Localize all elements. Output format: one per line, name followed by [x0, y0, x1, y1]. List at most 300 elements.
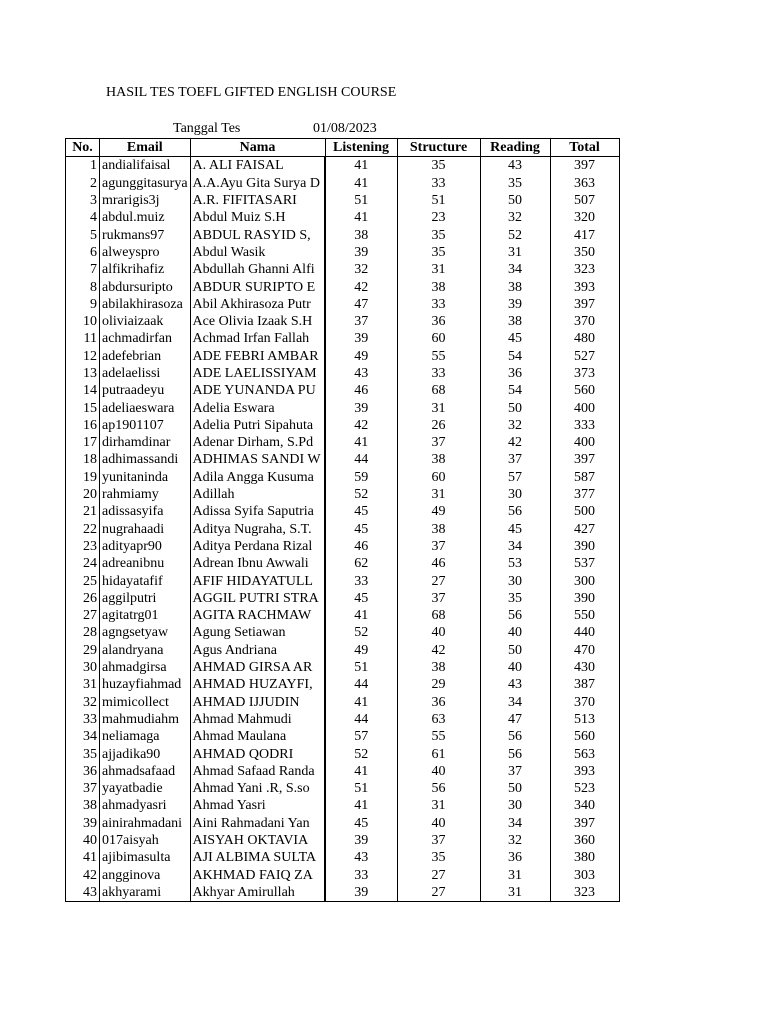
cell-nama: Abdul Wasik [190, 244, 325, 261]
cell-structure: 49 [397, 503, 480, 520]
cell-reading: 54 [480, 348, 550, 365]
table-row [66, 417, 620, 434]
cell-listening: 51 [325, 659, 397, 676]
column-header-structure: Structure [397, 139, 480, 157]
cell-nama: AHMAD GIRSA AR [190, 659, 325, 676]
cell-nama: A. ALI FAISAL [190, 157, 325, 175]
cell-nama: Abil Akhirasoza Putr [190, 296, 325, 313]
cell-listening: 47 [325, 296, 397, 313]
cell-listening: 51 [325, 780, 397, 797]
cell-listening: 39 [325, 884, 397, 902]
cell-total: 370 [550, 694, 619, 711]
cell-listening: 43 [325, 365, 397, 382]
cell-total: 523 [550, 780, 619, 797]
cell-email: mimicollect [100, 694, 191, 711]
cell-no: 24 [66, 555, 100, 572]
table-row [66, 226, 620, 243]
cell-email: abilakhirasoza [100, 296, 191, 313]
cell-nama: Ahmad Safaad Randa [190, 763, 325, 780]
cell-reading: 54 [480, 382, 550, 399]
cell-email: ajibimasulta [100, 849, 191, 866]
cell-email: putraadeyu [100, 382, 191, 399]
cell-listening: 45 [325, 815, 397, 832]
cell-reading: 38 [480, 278, 550, 295]
cell-listening: 43 [325, 849, 397, 866]
cell-total: 587 [550, 469, 619, 486]
table-row [66, 763, 620, 780]
cell-structure: 68 [397, 382, 480, 399]
cell-nama: Aditya Perdana Rizal [190, 538, 325, 555]
cell-no: 14 [66, 382, 100, 399]
cell-email: yayatbadie [100, 780, 191, 797]
cell-listening: 44 [325, 711, 397, 728]
cell-reading: 45 [480, 330, 550, 347]
cell-total: 363 [550, 175, 619, 192]
cell-listening: 45 [325, 503, 397, 520]
cell-no: 27 [66, 607, 100, 624]
cell-structure: 31 [397, 797, 480, 814]
table-row [66, 209, 620, 226]
cell-nama: Achmad Irfan Fallah [190, 330, 325, 347]
cell-reading: 43 [480, 157, 550, 175]
cell-email: mahmudiahm [100, 711, 191, 728]
cell-nama: AKHMAD FAIQ ZA [190, 866, 325, 883]
table-row [66, 745, 620, 762]
cell-nama: Agus Andriana [190, 642, 325, 659]
column-header-no: No. [66, 139, 100, 157]
cell-total: 300 [550, 572, 619, 589]
cell-reading: 37 [480, 763, 550, 780]
column-header-total: Total [550, 139, 619, 157]
cell-total: 397 [550, 815, 619, 832]
cell-structure: 51 [397, 192, 480, 209]
cell-nama: ADE YUNANDA PU [190, 382, 325, 399]
cell-no: 38 [66, 797, 100, 814]
table-row [66, 434, 620, 451]
cell-structure: 27 [397, 866, 480, 883]
cell-no: 7 [66, 261, 100, 278]
cell-structure: 60 [397, 469, 480, 486]
column-header-reading: Reading [480, 139, 550, 157]
cell-total: 323 [550, 261, 619, 278]
cell-reading: 32 [480, 209, 550, 226]
cell-email: adefebrian [100, 348, 191, 365]
cell-email: ahmadsafaad [100, 763, 191, 780]
cell-nama: ADE FEBRI AMBAR [190, 348, 325, 365]
cell-reading: 40 [480, 624, 550, 641]
cell-nama: Ahmad Maulana [190, 728, 325, 745]
cell-structure: 23 [397, 209, 480, 226]
table-row [66, 884, 620, 902]
cell-email: rukmans97 [100, 226, 191, 243]
cell-no: 25 [66, 572, 100, 589]
cell-reading: 31 [480, 866, 550, 883]
cell-total: 340 [550, 797, 619, 814]
cell-total: 470 [550, 642, 619, 659]
cell-no: 23 [66, 538, 100, 555]
cell-listening: 45 [325, 521, 397, 538]
table-row [66, 278, 620, 295]
cell-listening: 59 [325, 469, 397, 486]
cell-nama: ABDUR SURIPTO E [190, 278, 325, 295]
table-row [66, 157, 620, 175]
cell-total: 370 [550, 313, 619, 330]
cell-no: 22 [66, 521, 100, 538]
cell-email: yunitaninda [100, 469, 191, 486]
cell-nama: Adenar Dirham, S.Pd [190, 434, 325, 451]
cell-listening: 41 [325, 209, 397, 226]
cell-listening: 32 [325, 261, 397, 278]
cell-structure: 36 [397, 313, 480, 330]
cell-no: 8 [66, 278, 100, 295]
column-header-email: Email [100, 139, 191, 157]
cell-email: ahmadgirsa [100, 659, 191, 676]
cell-structure: 37 [397, 590, 480, 607]
cell-listening: 39 [325, 399, 397, 416]
table-row [66, 815, 620, 832]
cell-no: 18 [66, 451, 100, 468]
cell-email: huzayfiahmad [100, 676, 191, 693]
cell-email: abdul.muiz [100, 209, 191, 226]
cell-no: 2 [66, 175, 100, 192]
table-row [66, 607, 620, 624]
table-row [66, 780, 620, 797]
column-header-nama: Nama [190, 139, 325, 157]
cell-structure: 31 [397, 261, 480, 278]
cell-total: 513 [550, 711, 619, 728]
table-row [66, 624, 620, 641]
cell-listening: 41 [325, 797, 397, 814]
table-row [66, 175, 620, 192]
cell-total: 560 [550, 728, 619, 745]
cell-structure: 56 [397, 780, 480, 797]
cell-reading: 50 [480, 399, 550, 416]
table-row [66, 244, 620, 261]
cell-no: 3 [66, 192, 100, 209]
cell-listening: 57 [325, 728, 397, 745]
cell-reading: 38 [480, 313, 550, 330]
cell-nama: ADE LAELISSIYAM [190, 365, 325, 382]
cell-no: 39 [66, 815, 100, 832]
cell-structure: 33 [397, 296, 480, 313]
cell-email: ap1901107 [100, 417, 191, 434]
table-row [66, 365, 620, 382]
cell-listening: 46 [325, 538, 397, 555]
cell-reading: 57 [480, 469, 550, 486]
cell-no: 36 [66, 763, 100, 780]
cell-structure: 26 [397, 417, 480, 434]
cell-email: agngsetyaw [100, 624, 191, 641]
cell-reading: 36 [480, 849, 550, 866]
table-row [66, 348, 620, 365]
cell-no: 28 [66, 624, 100, 641]
cell-no: 1 [66, 157, 100, 175]
cell-structure: 31 [397, 399, 480, 416]
cell-email: adelaelissi [100, 365, 191, 382]
cell-structure: 35 [397, 849, 480, 866]
cell-reading: 34 [480, 815, 550, 832]
cell-nama: AISYAH OKTAVIA [190, 832, 325, 849]
cell-no: 15 [66, 399, 100, 416]
cell-listening: 49 [325, 642, 397, 659]
cell-email: rahmiamy [100, 486, 191, 503]
cell-structure: 37 [397, 538, 480, 555]
cell-no: 40 [66, 832, 100, 849]
score-table [65, 138, 620, 902]
table-row [66, 382, 620, 399]
header-row [66, 139, 620, 157]
cell-email: nugrahaadi [100, 521, 191, 538]
cell-reading: 34 [480, 694, 550, 711]
cell-no: 9 [66, 296, 100, 313]
table-row [66, 261, 620, 278]
cell-email: akhyarami [100, 884, 191, 902]
cell-structure: 29 [397, 676, 480, 693]
cell-reading: 50 [480, 642, 550, 659]
cell-listening: 33 [325, 572, 397, 589]
cell-nama: Akhyar Amirullah [190, 884, 325, 902]
cell-reading: 56 [480, 745, 550, 762]
cell-total: 537 [550, 555, 619, 572]
table-row [66, 469, 620, 486]
cell-reading: 36 [480, 365, 550, 382]
cell-listening: 42 [325, 417, 397, 434]
cell-email: agunggitasurya [100, 175, 191, 192]
cell-reading: 37 [480, 451, 550, 468]
cell-structure: 27 [397, 572, 480, 589]
cell-listening: 41 [325, 607, 397, 624]
cell-listening: 41 [325, 157, 397, 175]
cell-nama: A.A.Ayu Gita Surya D [190, 175, 325, 192]
cell-reading: 30 [480, 797, 550, 814]
cell-nama: ADHIMAS SANDI W [190, 451, 325, 468]
cell-listening: 39 [325, 832, 397, 849]
cell-structure: 27 [397, 884, 480, 902]
cell-listening: 52 [325, 624, 397, 641]
table-row [66, 832, 620, 849]
cell-listening: 37 [325, 313, 397, 330]
cell-no: 41 [66, 849, 100, 866]
cell-no: 10 [66, 313, 100, 330]
cell-total: 380 [550, 849, 619, 866]
cell-email: adhimassandi [100, 451, 191, 468]
cell-total: 393 [550, 763, 619, 780]
cell-no: 21 [66, 503, 100, 520]
cell-listening: 62 [325, 555, 397, 572]
cell-listening: 52 [325, 745, 397, 762]
cell-reading: 52 [480, 226, 550, 243]
cell-no: 43 [66, 884, 100, 902]
cell-structure: 60 [397, 330, 480, 347]
cell-email: alweyspro [100, 244, 191, 261]
cell-total: 427 [550, 521, 619, 538]
cell-no: 20 [66, 486, 100, 503]
cell-total: 387 [550, 676, 619, 693]
cell-structure: 46 [397, 555, 480, 572]
cell-reading: 50 [480, 192, 550, 209]
table-row [66, 538, 620, 555]
cell-total: 507 [550, 192, 619, 209]
cell-reading: 31 [480, 884, 550, 902]
cell-no: 13 [66, 365, 100, 382]
cell-reading: 56 [480, 728, 550, 745]
cell-listening: 44 [325, 451, 397, 468]
cell-total: 560 [550, 382, 619, 399]
document-title: HASIL TES TOEFL GIFTED ENGLISH COURSE [106, 85, 397, 100]
cell-structure: 38 [397, 659, 480, 676]
cell-total: 303 [550, 866, 619, 883]
cell-structure: 33 [397, 175, 480, 192]
table-row [66, 486, 620, 503]
table-row [66, 192, 620, 209]
cell-nama: Agung Setiawan [190, 624, 325, 641]
cell-email: adissasyifa [100, 503, 191, 520]
cell-nama: AHMAD IJJUDIN [190, 694, 325, 711]
cell-listening: 39 [325, 330, 397, 347]
cell-listening: 49 [325, 348, 397, 365]
cell-total: 350 [550, 244, 619, 261]
table-row [66, 711, 620, 728]
cell-listening: 41 [325, 175, 397, 192]
cell-email: adeliaeswara [100, 399, 191, 416]
test-date-value: 01/08/2023 [313, 121, 377, 136]
cell-email: angginova [100, 866, 191, 883]
cell-total: 333 [550, 417, 619, 434]
cell-no: 19 [66, 469, 100, 486]
cell-nama: Adrean Ibnu Awwali [190, 555, 325, 572]
cell-structure: 35 [397, 157, 480, 175]
cell-nama: Ahmad Yani .R, S.so [190, 780, 325, 797]
cell-nama: Ace Olivia Izaak S.H [190, 313, 325, 330]
cell-nama: Abdul Muiz S.H [190, 209, 325, 226]
cell-nama: AGITA RACHMAW [190, 607, 325, 624]
cell-nama: Adissa Syifa Saputria [190, 503, 325, 520]
table-row [66, 849, 620, 866]
table-row [66, 866, 620, 883]
table-row [66, 521, 620, 538]
cell-email: hidayatafif [100, 572, 191, 589]
cell-no: 34 [66, 728, 100, 745]
cell-email: oliviaizaak [100, 313, 191, 330]
cell-no: 11 [66, 330, 100, 347]
cell-structure: 63 [397, 711, 480, 728]
cell-structure: 40 [397, 815, 480, 832]
cell-structure: 38 [397, 451, 480, 468]
column-header-listening: Listening [325, 139, 397, 157]
cell-reading: 40 [480, 659, 550, 676]
cell-nama: Adelia Putri Sipahuta [190, 417, 325, 434]
cell-no: 35 [66, 745, 100, 762]
cell-structure: 36 [397, 694, 480, 711]
cell-structure: 40 [397, 624, 480, 641]
cell-email: 017aisyah [100, 832, 191, 849]
table-row [66, 642, 620, 659]
cell-total: 563 [550, 745, 619, 762]
cell-reading: 53 [480, 555, 550, 572]
cell-total: 323 [550, 884, 619, 902]
cell-total: 397 [550, 451, 619, 468]
table-row [66, 728, 620, 745]
cell-reading: 30 [480, 572, 550, 589]
cell-structure: 37 [397, 434, 480, 451]
cell-structure: 40 [397, 763, 480, 780]
cell-listening: 38 [325, 226, 397, 243]
cell-listening: 42 [325, 278, 397, 295]
cell-reading: 31 [480, 244, 550, 261]
cell-no: 4 [66, 209, 100, 226]
cell-total: 373 [550, 365, 619, 382]
cell-email: abdursuripto [100, 278, 191, 295]
cell-reading: 32 [480, 417, 550, 434]
cell-nama: AHMAD HUZAYFI, [190, 676, 325, 693]
cell-structure: 37 [397, 832, 480, 849]
cell-email: alandryana [100, 642, 191, 659]
cell-email: aggilputri [100, 590, 191, 607]
cell-listening: 44 [325, 676, 397, 693]
cell-listening: 41 [325, 694, 397, 711]
cell-total: 550 [550, 607, 619, 624]
cell-total: 390 [550, 538, 619, 555]
table-row [66, 572, 620, 589]
cell-total: 320 [550, 209, 619, 226]
cell-total: 360 [550, 832, 619, 849]
cell-structure: 61 [397, 745, 480, 762]
cell-nama: A.R. FIFITASARI [190, 192, 325, 209]
cell-reading: 35 [480, 590, 550, 607]
cell-email: neliamaga [100, 728, 191, 745]
cell-reading: 30 [480, 486, 550, 503]
cell-email: ahmadyasri [100, 797, 191, 814]
table-row [66, 330, 620, 347]
cell-reading: 32 [480, 832, 550, 849]
table-row [66, 555, 620, 572]
cell-total: 377 [550, 486, 619, 503]
table-row [66, 503, 620, 520]
cell-nama: Aini Rahmadani Yan [190, 815, 325, 832]
cell-reading: 47 [480, 711, 550, 728]
cell-listening: 45 [325, 590, 397, 607]
cell-structure: 42 [397, 642, 480, 659]
cell-listening: 52 [325, 486, 397, 503]
cell-structure: 31 [397, 486, 480, 503]
cell-reading: 56 [480, 503, 550, 520]
table-row [66, 797, 620, 814]
cell-no: 30 [66, 659, 100, 676]
cell-structure: 38 [397, 278, 480, 295]
cell-reading: 50 [480, 780, 550, 797]
cell-reading: 42 [480, 434, 550, 451]
cell-email: adreanibnu [100, 555, 191, 572]
table-row [66, 313, 620, 330]
table-row [66, 676, 620, 693]
cell-nama: AFIF HIDAYATULL [190, 572, 325, 589]
cell-nama: AHMAD QODRI [190, 745, 325, 762]
cell-total: 430 [550, 659, 619, 676]
cell-no: 32 [66, 694, 100, 711]
cell-email: achmadirfan [100, 330, 191, 347]
cell-email: ajjadika90 [100, 745, 191, 762]
cell-total: 500 [550, 503, 619, 520]
table-row [66, 659, 620, 676]
cell-nama: Adelia Eswara [190, 399, 325, 416]
table-row [66, 590, 620, 607]
cell-total: 440 [550, 624, 619, 641]
cell-no: 31 [66, 676, 100, 693]
cell-no: 12 [66, 348, 100, 365]
cell-total: 400 [550, 434, 619, 451]
cell-nama: Ahmad Mahmudi [190, 711, 325, 728]
test-date-label: Tanggal Tes [173, 121, 241, 136]
